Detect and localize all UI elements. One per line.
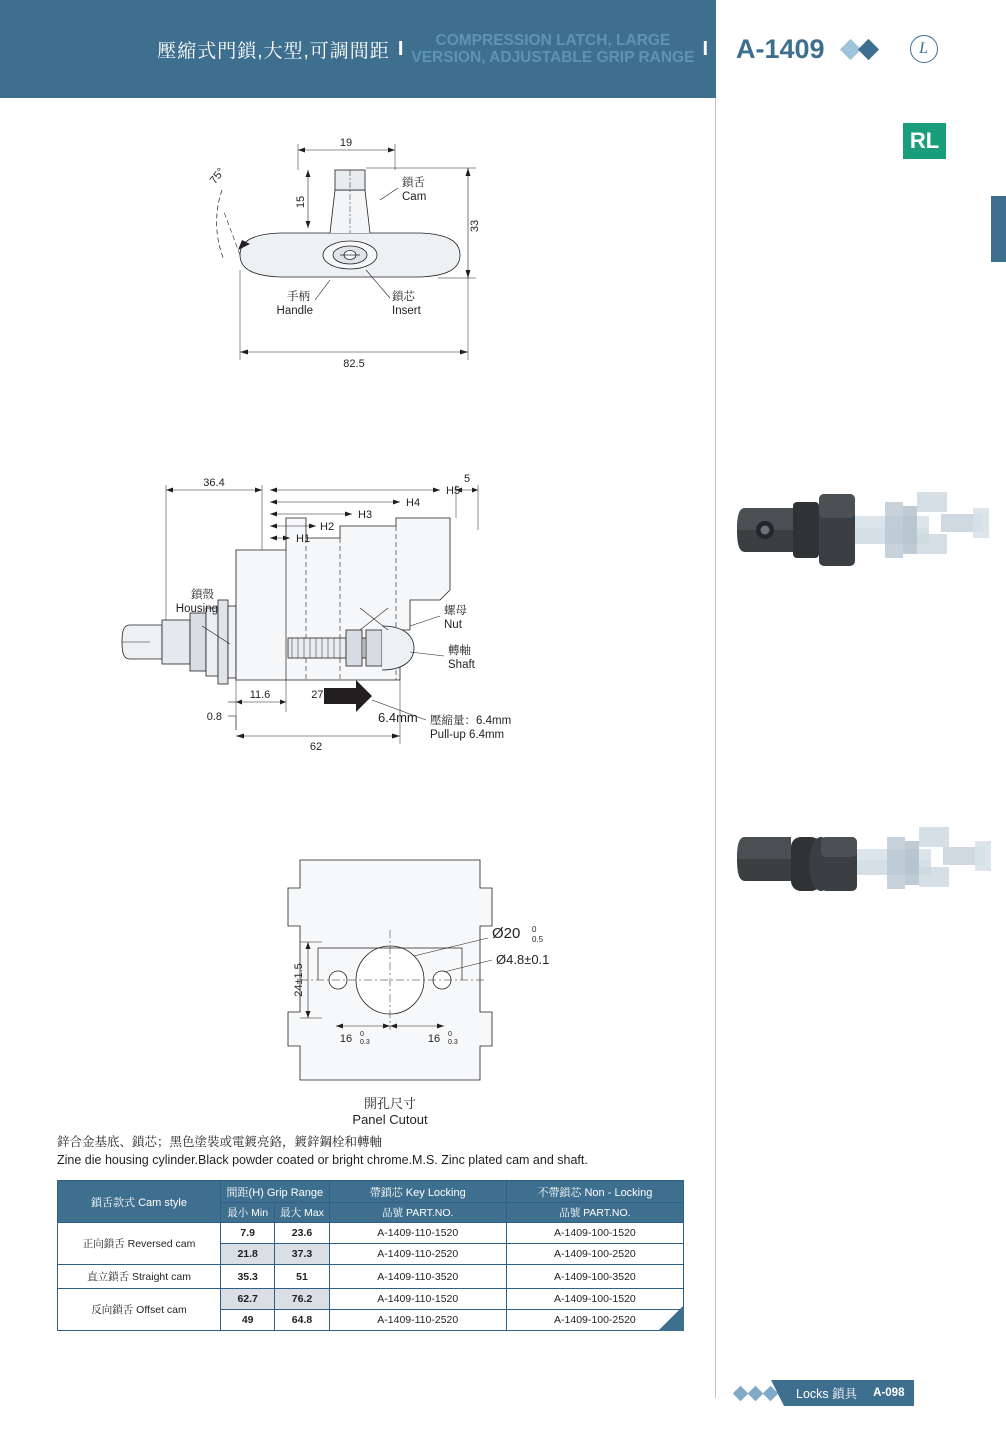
product-photo-2 xyxy=(735,775,995,960)
spec-table-wrapper xyxy=(57,1180,684,1331)
cell-part-no-key: A-1409-110-3520 xyxy=(329,1265,506,1289)
cell-cam-style: 直立鎖舌 Straight cam xyxy=(58,1265,221,1289)
th-min: 最小 Min xyxy=(221,1203,275,1223)
label-nut-cn: 螺母 xyxy=(444,605,467,617)
table-row xyxy=(58,1265,684,1289)
header-title-en xyxy=(411,32,694,67)
cell-part-no-key: A-1409-110-2520 xyxy=(329,1310,506,1331)
header-code-area xyxy=(716,0,1006,98)
cell-part-no-non: A-1409-100-3520 xyxy=(506,1265,683,1289)
dim-5: 5 xyxy=(463,473,471,485)
cell-max: 51 xyxy=(275,1265,329,1289)
table-row xyxy=(58,1289,684,1310)
th-max: 最大 Max xyxy=(275,1203,329,1223)
cell-min: 62.7 xyxy=(221,1289,275,1310)
dim-16-left-tol-bot: 0.3 xyxy=(360,1039,370,1046)
cell-cam-style: 反向鎖舌 Offset cam xyxy=(58,1289,221,1331)
dim-16-right: 16 xyxy=(427,1033,441,1045)
material-notes xyxy=(57,1133,697,1169)
th-part-no-non: 品號 PART.NO. xyxy=(506,1203,683,1223)
material-note-en: Zine die housing cylinder.Black powder coated or bright chrome.M.S. Zinc plated cam and shaft. xyxy=(57,1153,588,1168)
dim-27-5: 27.5 xyxy=(311,689,333,701)
footer-diamond-icon-1 xyxy=(733,1385,749,1401)
diamond-icon-dark xyxy=(857,38,878,59)
dim-h2: H2 xyxy=(320,521,335,533)
dim-24: 24±1.5 xyxy=(293,963,305,997)
th-non-locking: 不帶鎖芯 Non - Locking xyxy=(506,1181,683,1203)
edge-tab-marker xyxy=(991,196,1006,262)
dia-20-tol-bot: 0.5 xyxy=(532,935,544,944)
cell-min: 35.3 xyxy=(221,1265,275,1289)
label-insert-en: Insert xyxy=(392,305,421,317)
th-key-locking: 帶鎖芯 Key Locking xyxy=(329,1181,506,1203)
dim-33: 33 xyxy=(469,219,481,233)
dia-4-8: Ø4.8±0.1 xyxy=(496,952,550,967)
header-title-en-line2: VERSION, ADJUSTABLE GRIP RANGE xyxy=(411,49,695,66)
label-housing-en: Housing xyxy=(175,603,218,615)
footer-page-number: A-098 xyxy=(869,1380,914,1406)
th-part-no-key: 品號 PART.NO. xyxy=(329,1203,506,1223)
status-badge-rl: RL xyxy=(903,123,946,159)
brand-logo-icon xyxy=(910,35,938,63)
header-title-en-line1: COMPRESSION LATCH, LARGE xyxy=(435,31,671,49)
dim-h1: H1 xyxy=(296,533,311,545)
dim-11-6: 11.6 xyxy=(249,689,271,701)
note-compression-en: Pull-up 6.4mm xyxy=(430,729,505,741)
table-row xyxy=(58,1223,684,1244)
diamond-decoration xyxy=(843,42,876,57)
label-cam-cn: 鎖舌 xyxy=(402,177,425,189)
page-footer xyxy=(735,1380,995,1406)
spec-table-body xyxy=(58,1223,684,1331)
label-handle-cn: 手柄 xyxy=(287,291,310,303)
cell-max: 37.3 xyxy=(275,1244,329,1265)
cell-part-no-key: A-1409-110-1520 xyxy=(329,1289,506,1310)
footer-diamond-icon-2 xyxy=(748,1385,764,1401)
drawing-panel-cutout xyxy=(230,830,650,1130)
dim-0-8: 0.8 xyxy=(206,711,222,723)
dim-16-right-tol-bot: 0.3 xyxy=(448,1039,458,1046)
dim-h3: H3 xyxy=(358,509,373,521)
dim-16-left: 16 xyxy=(339,1033,353,1045)
label-nut-en: Nut xyxy=(444,619,462,631)
footer-diamonds xyxy=(735,1388,776,1399)
cell-min: 21.8 xyxy=(221,1244,275,1265)
product-photo-1 xyxy=(735,430,995,615)
cell-part-no-non: A-1409-100-1520 xyxy=(506,1289,683,1310)
label-housing-cn: 鎖殼 xyxy=(191,589,214,601)
spec-table xyxy=(57,1180,684,1331)
dia-20-tol-top: 0 xyxy=(532,925,537,934)
dim-16-right-tol-top: 0 xyxy=(448,1031,452,1038)
dim-15: 15 xyxy=(295,195,307,209)
header-separator-2: I xyxy=(702,37,708,60)
label-cam-en: Cam xyxy=(402,191,427,203)
dim-62: 62 xyxy=(309,741,323,753)
label-handle-en: Handle xyxy=(276,305,313,317)
footer-category: Locks 鎖具 xyxy=(784,1380,869,1406)
table-corner-accent xyxy=(658,1305,684,1331)
cell-part-no-non: A-1409-100-2520 xyxy=(506,1244,683,1265)
dia-20: Ø20 xyxy=(492,925,521,942)
drawing-front-view xyxy=(180,120,700,400)
header-title-group xyxy=(0,0,716,98)
dim-82-5: 82.5 xyxy=(343,358,365,370)
cell-max: 23.6 xyxy=(275,1223,329,1244)
cell-part-no-non: A-1409-100-1520 xyxy=(506,1223,683,1244)
header-separator-1: I xyxy=(397,37,404,60)
cutout-caption-en: Panel Cutout xyxy=(352,1112,428,1127)
dim-36-4: 36.4 xyxy=(203,477,225,489)
label-insert-cn: 鎖芯 xyxy=(392,291,415,303)
cell-part-no-key: A-1409-110-1520 xyxy=(329,1223,506,1244)
th-grip-range: 間距(H) Grip Range xyxy=(221,1181,330,1203)
label-shaft-cn: 轉軸 xyxy=(448,645,471,657)
cutout-caption-cn: 開孔尺寸 xyxy=(363,1096,417,1111)
cell-cam-style: 正向鎖舌 Reversed cam xyxy=(58,1223,221,1265)
cell-min: 7.9 xyxy=(221,1223,275,1244)
dim-h5: H5 xyxy=(446,485,461,497)
drawing-side-section-view xyxy=(110,430,700,780)
dim-19: 19 xyxy=(339,137,353,149)
dim-16-left-tol-top: 0 xyxy=(360,1031,364,1038)
note-compression-cn: 壓縮量：6.4mm xyxy=(430,715,512,727)
material-note-cn: 鋅合金基底、鎖芯；黑色塗裝或電鍍亮鉻，鍍鋅鋼栓和轉軸 xyxy=(57,1135,383,1149)
cell-max: 64.8 xyxy=(275,1310,329,1331)
part-code: A-1409 xyxy=(736,33,825,64)
vertical-divider xyxy=(715,98,716,1398)
dim-h4: H4 xyxy=(406,497,421,509)
cell-min: 49 xyxy=(221,1310,275,1331)
cell-max: 76.2 xyxy=(275,1289,329,1310)
cell-part-no-key: A-1409-110-2520 xyxy=(329,1244,506,1265)
dim-6-4mm: 6.4mm xyxy=(378,710,418,725)
header-title-cn: 壓縮式門鎖,大型,可調間距 xyxy=(157,40,390,62)
dim-75-degree: 75° xyxy=(207,165,228,187)
cell-part-no-non: A-1409-100-2520 xyxy=(506,1310,683,1331)
th-cam-style: 鎖舌款式 Cam style xyxy=(58,1181,221,1223)
label-shaft-en: Shaft xyxy=(448,659,475,671)
